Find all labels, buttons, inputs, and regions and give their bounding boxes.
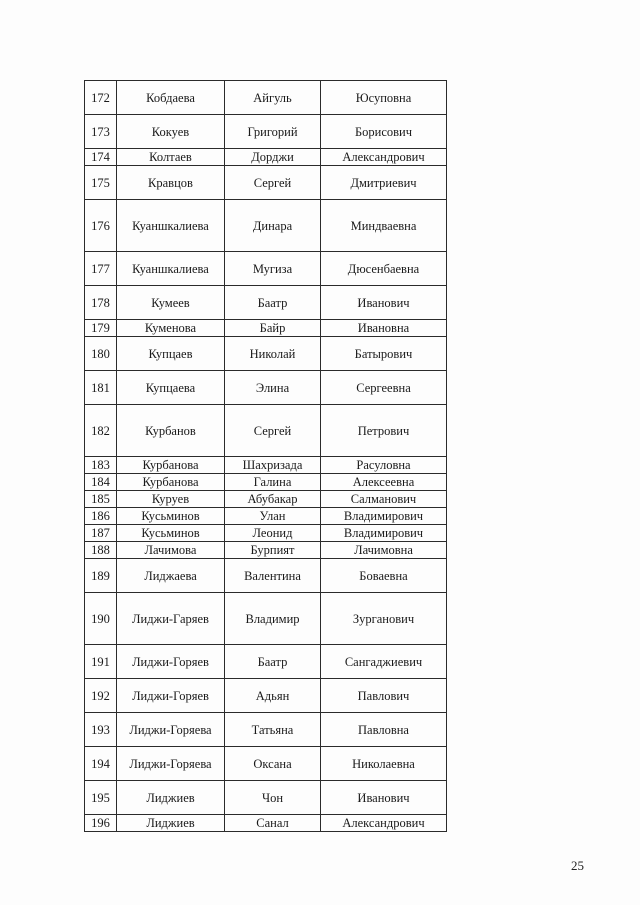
last-name-cell: Лиджаева [117,559,225,593]
first-name-cell: Чон [225,781,321,815]
patronymic-cell: Владимирович [321,525,447,542]
row-number-cell: 173 [85,115,117,149]
first-name-cell: Улан [225,508,321,525]
patronymic-cell: Боваевна [321,559,447,593]
first-name-cell: Адьян [225,679,321,713]
first-name-cell: Сергей [225,166,321,200]
table-row [85,474,447,491]
table-row [85,337,447,371]
patronymic-cell: Миндваевна [321,200,447,252]
last-name-cell: Кусьминов [117,525,225,542]
patronymic-cell: Зурганович [321,593,447,645]
last-name-cell: Лачимова [117,542,225,559]
last-name-cell: Кокуев [117,115,225,149]
table-row [85,166,447,200]
last-name-cell: Купцаева [117,371,225,405]
roster-table-body [85,81,447,832]
table-row [85,320,447,337]
row-number-cell: 186 [85,508,117,525]
patronymic-cell: Батырович [321,337,447,371]
first-name-cell: Санал [225,815,321,832]
row-number-cell: 185 [85,491,117,508]
patronymic-cell: Алексеевна [321,474,447,491]
table-row [85,149,447,166]
last-name-cell: Лиджи-Гаряев [117,593,225,645]
first-name-cell: Айгуль [225,81,321,115]
table-row [85,747,447,781]
row-number-cell: 196 [85,815,117,832]
patronymic-cell: Дюсенбаевна [321,252,447,286]
table-row [85,593,447,645]
patronymic-cell: Николаевна [321,747,447,781]
first-name-cell: Бурпият [225,542,321,559]
row-number-cell: 191 [85,645,117,679]
first-name-cell: Леонид [225,525,321,542]
patronymic-cell: Павлович [321,679,447,713]
patronymic-cell: Ивановна [321,320,447,337]
row-number-cell: 182 [85,405,117,457]
row-number-cell: 195 [85,781,117,815]
table-row [85,713,447,747]
patronymic-cell: Борисович [321,115,447,149]
table-row [85,781,447,815]
last-name-cell: Куаншкалиева [117,200,225,252]
first-name-cell: Галина [225,474,321,491]
row-number-cell: 187 [85,525,117,542]
table-row [85,559,447,593]
row-number-cell: 194 [85,747,117,781]
roster-table [84,80,447,832]
last-name-cell: Кравцов [117,166,225,200]
row-number-cell: 192 [85,679,117,713]
first-name-cell: Баатр [225,645,321,679]
patronymic-cell: Петрович [321,405,447,457]
last-name-cell: Лиджиев [117,781,225,815]
first-name-cell: Шахризада [225,457,321,474]
patronymic-cell: Владимирович [321,508,447,525]
table-row [85,525,447,542]
first-name-cell: Мугиза [225,252,321,286]
last-name-cell: Кобдаева [117,81,225,115]
last-name-cell: Лиджи-Горяева [117,713,225,747]
row-number-cell: 174 [85,149,117,166]
table-row [85,645,447,679]
last-name-cell: Кусьминов [117,508,225,525]
last-name-cell: Курбанов [117,405,225,457]
patronymic-cell: Салманович [321,491,447,508]
table-row [85,81,447,115]
table-row [85,679,447,713]
row-number-cell: 177 [85,252,117,286]
row-number-cell: 188 [85,542,117,559]
patronymic-cell: Иванович [321,286,447,320]
first-name-cell: Баатр [225,286,321,320]
row-number-cell: 190 [85,593,117,645]
table-row [85,115,447,149]
row-number-cell: 181 [85,371,117,405]
last-name-cell: Лиджиев [117,815,225,832]
table-row [85,200,447,252]
last-name-cell: Курбанова [117,474,225,491]
table-row [85,815,447,832]
patronymic-cell: Лачимовна [321,542,447,559]
first-name-cell: Владимир [225,593,321,645]
last-name-cell: Кумеев [117,286,225,320]
first-name-cell: Дорджи [225,149,321,166]
row-number-cell: 193 [85,713,117,747]
row-number-cell: 180 [85,337,117,371]
patronymic-cell: Иванович [321,781,447,815]
patronymic-cell: Сангаджиевич [321,645,447,679]
row-number-cell: 176 [85,200,117,252]
last-name-cell: Куаншкалиева [117,252,225,286]
row-number-cell: 184 [85,474,117,491]
patronymic-cell: Александрович [321,815,447,832]
first-name-cell: Татьяна [225,713,321,747]
last-name-cell: Лиджи-Горяева [117,747,225,781]
patronymic-cell: Дмитриевич [321,166,447,200]
page-number: 25 [571,858,584,873]
first-name-cell: Григорий [225,115,321,149]
last-name-cell: Лиджи-Горяев [117,645,225,679]
first-name-cell: Сергей [225,405,321,457]
last-name-cell: Колтаев [117,149,225,166]
last-name-cell: Куруев [117,491,225,508]
patronymic-cell: Расуловна [321,457,447,474]
first-name-cell: Байр [225,320,321,337]
table-row [85,491,447,508]
last-name-cell: Курбанова [117,457,225,474]
patronymic-cell: Александрович [321,149,447,166]
table-row [85,508,447,525]
table-row [85,286,447,320]
first-name-cell: Абубакар [225,491,321,508]
patronymic-cell: Павловна [321,713,447,747]
table-row [85,405,447,457]
first-name-cell: Николай [225,337,321,371]
row-number-cell: 189 [85,559,117,593]
table-row [85,252,447,286]
row-number-cell: 178 [85,286,117,320]
last-name-cell: Купцаев [117,337,225,371]
row-number-cell: 175 [85,166,117,200]
first-name-cell: Оксана [225,747,321,781]
row-number-cell: 183 [85,457,117,474]
table-row [85,542,447,559]
first-name-cell: Валентина [225,559,321,593]
last-name-cell: Куменова [117,320,225,337]
row-number-cell: 172 [85,81,117,115]
first-name-cell: Элина [225,371,321,405]
last-name-cell: Лиджи-Горяев [117,679,225,713]
first-name-cell: Динара [225,200,321,252]
patronymic-cell: Юсуповна [321,81,447,115]
row-number-cell: 179 [85,320,117,337]
table-row [85,457,447,474]
table-row [85,371,447,405]
patronymic-cell: Сергеевна [321,371,447,405]
